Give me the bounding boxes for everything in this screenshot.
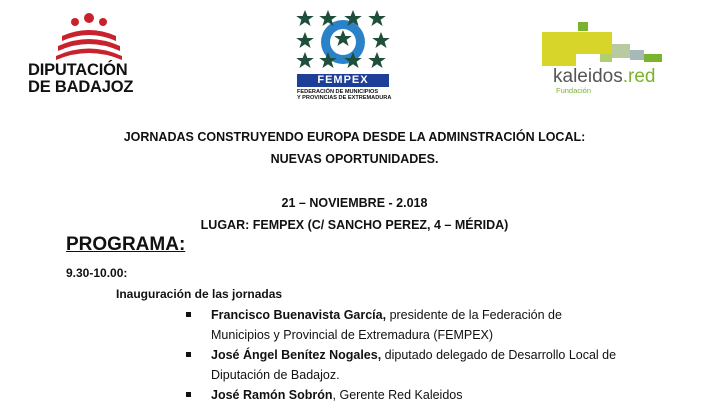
programa-heading: PROGRAMA: — [66, 234, 186, 255]
speaker-role-cont: Municipios y Provincial de Extremadura (FEMPEX) — [211, 328, 494, 342]
diputacion-emblem-icon — [28, 10, 148, 62]
speaker-role: diputado delegado de Desarrollo Local de — [381, 348, 617, 362]
bullet-icon — [186, 312, 191, 317]
list-item — [186, 345, 656, 385]
kaleidos-word2: .red — [622, 66, 656, 87]
title-line2: NUEVAS OPORTUNIDADES. — [270, 152, 439, 166]
speaker-name: José Ángel Benítez Nogales, — [211, 348, 382, 362]
session-title: Inauguración de las jornadas — [116, 287, 283, 301]
title-line1: JORNADAS CONSTRUYENDO EUROPA DESDE LA ADMINSTRACIÓN LOCAL: — [123, 130, 586, 144]
kaleidos-blocks-icon — [540, 22, 690, 66]
list-item — [186, 305, 656, 345]
speaker-list — [186, 305, 656, 405]
event-location: LUGAR: FEMPEX (C/ SANCHO PEREZ, 4 – MÉRIDA) — [200, 218, 509, 232]
fempex-stars-icon — [295, 8, 391, 72]
kaleidos-word1: kaleidos — [553, 66, 623, 87]
diputacion-line1: DIPUTACIÓN — [28, 61, 128, 79]
fempex-subtitle-line1: FEDERACIÓN DE MUNICIPIOS — [297, 89, 379, 95]
kaleidos-logo — [540, 22, 690, 100]
speaker-name: José Ramón Sobrón — [211, 388, 333, 402]
session-time: 9.30-10.00: — [66, 266, 128, 280]
kaleidos-wordmark — [553, 66, 655, 88]
event-date: 21 – NOVIEMBRE - 2.018 — [281, 196, 428, 210]
speaker-name: Francisco Buenavista García, — [211, 308, 387, 322]
speaker-role: , Gerente Red Kaleidos — [332, 388, 463, 402]
bullet-icon — [186, 392, 191, 397]
diputacion-line2: DE BADAJOZ — [28, 78, 134, 96]
kaleidos-sub: Fundación — [556, 86, 592, 95]
bullet-icon — [186, 352, 191, 357]
list-item — [186, 385, 656, 405]
speaker-role-cont: Diputación de Badajoz. — [211, 368, 340, 382]
speaker-role: presidente de la Federación de — [386, 308, 562, 322]
fempex-brand: FEMPEX — [297, 74, 389, 87]
diputacion-badajoz-logo — [28, 10, 148, 102]
fempex-logo — [295, 8, 400, 106]
fempex-subtitle — [297, 89, 397, 102]
fempex-subtitle-line2: Y PROVINCIAS DE EXTREMADURA — [297, 95, 392, 102]
